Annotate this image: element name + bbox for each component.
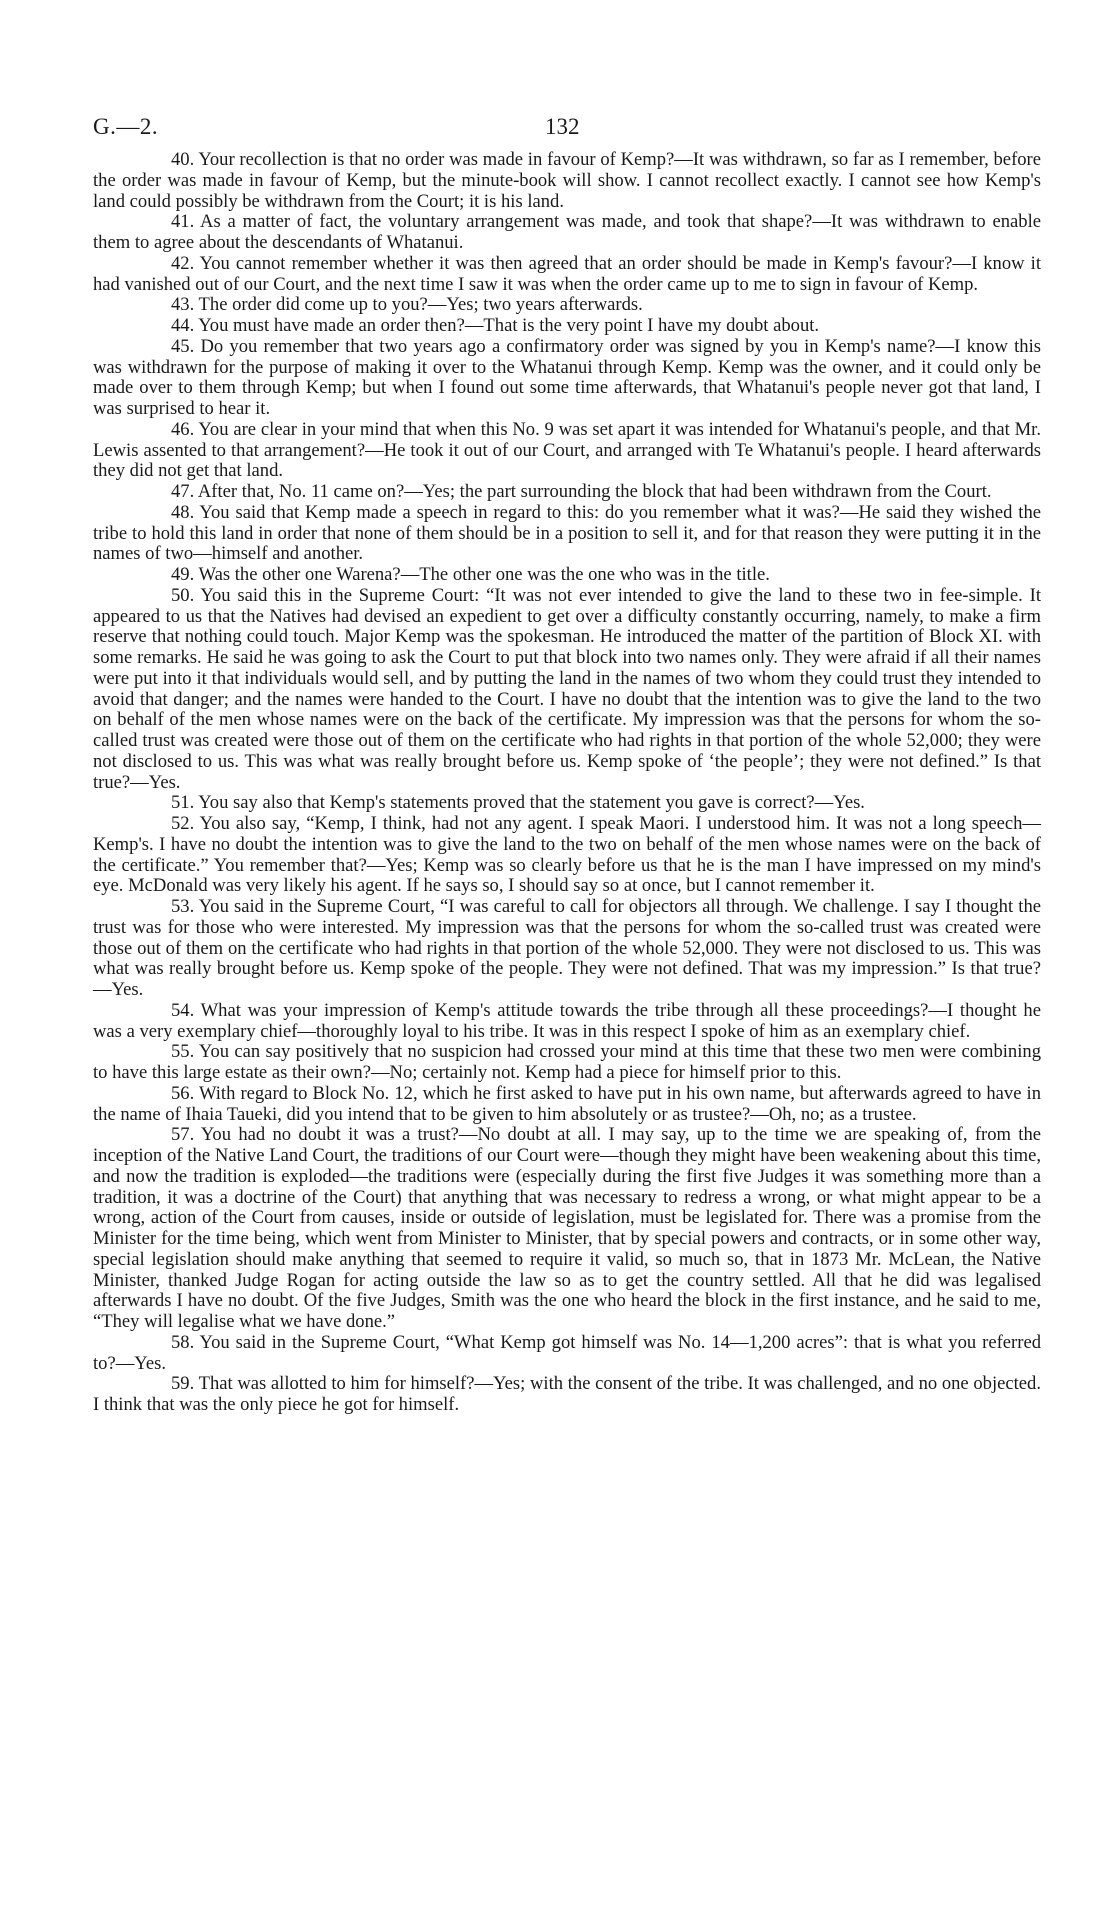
question-51: 51. You say also that Kemp's statements proved that the statement you gave is correct?—Yes.: [171, 792, 865, 814]
series-code: G.—2.: [93, 114, 159, 139]
page-header: [93, 114, 1023, 150]
document-body: [93, 150, 1041, 1416]
question-44: 44. You must have made an order then?—That is the very point I have my doubt about.: [171, 315, 820, 336]
question-47: 47. After that, No. 11 came on?—Yes; the part surrounding the block that had been withdrawn from the Court.: [171, 481, 992, 502]
question-48: 48. You said that Kemp made a speech in regard to this: do you remember what it was?—He said they wished the tribe to hold this land in order that none of them should be in a position to sell it, and for that reason they were putting it in the names of two—himself and another.: [93, 501, 1041, 565]
question-56: 56. With regard to Block No. 12, which he first asked to have put in his own name, but afterwards agreed to have in the name of Ihaia Taueki, did you intend that to be given to him absolutely or as trustee?—Oh, no; as a trustee.: [93, 1082, 1041, 1125]
question-55: 55. You can say positively that no suspicion had crossed your mind at this time that these two men were combining to have this large estate as their own?—No; certainly not. Kemp had a piece for himself prior to this.: [93, 1041, 1041, 1083]
question-41: 41. As a matter of fact, the voluntary arrangement was made, and took that shape?—It was withdrawn to enable them to agree about the descendants of Whatanui.: [93, 211, 1041, 253]
question-40: 40. Your recollection is that no order was made in favour of Kemp?—It was withdrawn, so far as I remember, before the order was made in favour of Kemp, but the minute-book will show. I cannot recollect exactly. I cannot see how Kemp's land could possibly be withdrawn from the Court; it is his land.: [93, 149, 1041, 212]
question-58: 58. You said in the Supreme Court, “What Kemp got himself was No. 14—1,200 acres”: that is what you referred to?—Yes.: [93, 1331, 1041, 1374]
question-52: 52. You also say, “Kemp, I think, had not any agent. I speak Maori. I understood him. It was not a long speech—Kemp's. I have no doubt the intention was to give the land to the two on behalf of the men whose names were on the back of the certificate.” You remember that?—Yes; Kemp was so clearly before us that he is the man I have impressed on my mind's eye. McDonald was very likely his agent. If he says so, I should say so at once, but I cannot remember it.: [93, 813, 1041, 897]
question-59: 59. That was allotted to him for himself?—Yes; with the consent of the tribe. It was challenged, and no one objected. I think that was the only piece he got for himself.: [93, 1373, 1041, 1415]
question-45: 45. Do you remember that two years ago a confirmatory order was signed by you in Kemp's name?—I know this was withdrawn for the purpose of making it over to the Whatanui through Kemp. Kemp was the owner, and it could only be made over to them through Kemp; but when I found out some time afterwards, that Whatanui's people never got that land, I was surprised to hear it.: [93, 335, 1041, 419]
question-57: 57. You had no doubt it was a trust?—No doubt at all. I may say, up to the time we are speaking of, from the inception of the Native Land Court, the traditions of our Court were—though they might have been weakening about this time, and now the tradition is exploded—the traditions were (especially during the first five Judges it was something more than a tradition, it was a doctrine of the Court) that anything that was necessary to redress a wrong, or what might appear to be a wrong, action of the Court from causes, inside or outside of legislation, must be legislated for. There was a promise from the Minister for the time being, which went from Minister to Minister, that by special powers and contracts, or in some other way, special legislation should make anything that seemed to require it valid, so much so, that in 1873 Mr. McLean, the Native Minister, thanked Judge Rogan for acting outside the law so as to get the country settled. All that he did was legalised afterwards I have no doubt. Of the five Judges, Smith was the one who heard the block in the first instance, and he said to me, “They will legalise what we have done.”: [93, 1124, 1041, 1332]
page-number: 132: [545, 114, 580, 139]
question-53: 53. You said in the Supreme Court, “I was careful to call for objectors all through. We challenge. I say I thought the trust was for those who were interested. My impression was that the persons for whom the so-called trust was created were those out of them on the certificate who had rights in that portion of the whole 52,000. They were not disclosed to us. This was what was really brought before us. Kemp spoke of the people. They were not defined. That was my impression.” Is that true?—Yes.: [93, 896, 1041, 1000]
question-50: 50. You said this in the Supreme Court: “It was not ever intended to give the land to these two in fee-simple. It appeared to us that the Natives had devised an expedient to get over a difficulty constantly occurring, namely, to make a firm reserve that nothing could touch. Major Kemp was the spokesman. He introduced the matter of the partition of Block XI. with some remarks. He said he was going to ask the Court to put that block into two names only. They were afraid if all their names were put into it that individuals would sell, and by putting the land in the names of two whom they could trust they intended to avoid that danger; and the names were handed to the Court. I have no doubt that the intention was to give the land to the two on behalf of the men whose names were on the back of the certificate. My impression was that the persons for whom the so-called trust was created were those out of them on the certificate who had rights in that portion of the whole 52,000; they were not disclosed to us. This was what was really brought before us. Kemp spoke of ‘the people’; they were not defined.” Is that true?—Yes.: [93, 584, 1041, 793]
question-49: 49. Was the other one Warena?—The other one was the one who was in the title.: [171, 564, 770, 585]
question-43: 43. The order did come up to you?—Yes; two years afterwards.: [171, 294, 643, 316]
question-54: 54. What was your impression of Kemp's attitude towards the tribe through all these proceedings?—I thought he was a very exemplary chief—thoroughly loyal to his tribe. It was in this respect I spoke of him as an exemplary chief.: [93, 999, 1041, 1042]
question-46: 46. You are clear in your mind that when this No. 9 was set apart it was intended for Whatanui's people, and that Mr. Lewis assented to that arrangement?—He took it out of our Court, and arranged with Te Whatanui's people. I heard afterwards they did not get that land.: [93, 418, 1041, 482]
question-42: 42. You cannot remember whether it was then agreed that an order should be made in Kemp's favour?—I know it had vanished out of our Court, and the next time I saw it was when the order came up to me to sign in favour of Kemp.: [93, 252, 1041, 295]
